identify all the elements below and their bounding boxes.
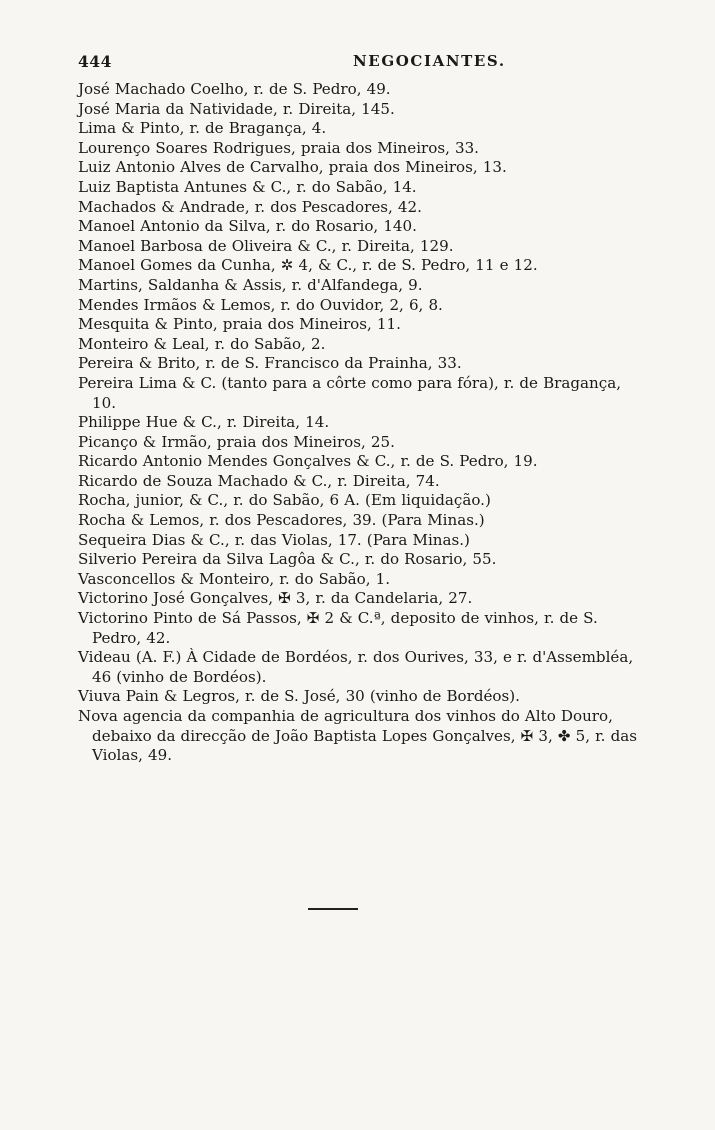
list-item: Luiz Antonio Alves de Carvalho, praia dos Mineiros, 13. (78, 158, 507, 177)
list-item: Victorino José Gonçalves, ✠ 3, r. da Candelaria, 27. (78, 589, 473, 608)
list-item: Victorino Pinto de Sá Passos, ✠ 2 & C.ª, deposito de vinhos, r. de S. Pedro, 42. (78, 609, 598, 647)
section-end-rule (308, 908, 358, 910)
list-item: Vasconcellos & Monteiro, r. do Sabão, 1. (78, 569, 390, 588)
list-item: José Maria da Natividade, r. Direita, 145. (78, 99, 395, 118)
list-item: Mendes Irmãos & Lemos, r. do Ouvidor, 2, 6, 8. (78, 295, 443, 314)
page-number: 444 (78, 52, 112, 71)
list-item: Videau (A. F.) À Cidade de Bordéos, r. dos Ourives, 33, e r. d'Assembléa, 46 (vinho de Bordéos). (78, 648, 634, 686)
list-item: Rocha, junior, & C., r. do Sabão, 6 A. (Em liquidação.) (78, 491, 491, 510)
list-item: Monteiro & Leal, r. do Sabão, 2. (78, 334, 326, 353)
list-item: Manoel Barbosa de Oliveira & C., r. Direita, 129. (78, 236, 454, 255)
running-head-title: NEGOCIANTES. (353, 52, 506, 70)
list-item: Pereira Lima & C. (tanto para a côrte como para fóra), r. de Bragança, 10. (78, 373, 622, 412)
list-item: Mesquita & Pinto, praia dos Mineiros, 11. (78, 315, 401, 334)
list-item: Pereira & Brito, r. de S. Francisco da Prainha, 33. (78, 354, 462, 373)
list-item: José Machado Coelho, r. de S. Pedro, 49. (78, 80, 391, 98)
page-header (78, 50, 638, 74)
list-item: Viuva Pain & Legros, r. de S. José, 30 (vinho de Bordéos). (78, 687, 520, 706)
list-item: Silverio Pereira da Silva Lagôa & C., r. do Rosario, 55. (78, 550, 497, 569)
list-item: Manoel Antonio da Silva, r. do Rosario, 140. (78, 217, 417, 236)
list-item: Lourenço Soares Rodrigues, praia dos Mineiros, 33. (78, 138, 479, 157)
list-item: Manoel Gomes da Cunha, ✲ 4, & C., r. de S. Pedro, 11 e 12. (78, 256, 538, 275)
list-item: Ricardo Antonio Mendes Gonçalves & C., r. de S. Pedro, 19. (78, 452, 538, 471)
list-item: Nova agencia da companhia de agricultura dos vinhos do Alto Douro, debaixo da direcção de João Baptista Lopes Gonçalves, ✠ 3, ✤ 5, r. das Violas, 49. (78, 707, 637, 765)
list-item: Picanço & Irmão, praia dos Mineiros, 25. (78, 432, 395, 451)
list-item: Machados & Andrade, r. dos Pescadores, 42. (78, 197, 422, 216)
list-item: Philippe Hue & C., r. Direita, 14. (78, 413, 330, 432)
list-item: Lima & Pinto, r. de Bragança, 4. (78, 119, 327, 138)
list-item: Martins, Saldanha & Assis, r. d'Alfandega, 9. (78, 275, 423, 294)
list-item: Ricardo de Souza Machado & C., r. Direita, 74. (78, 471, 440, 490)
list-item: Sequeira Dias & C., r. das Violas, 17. (Para Minas.) (78, 530, 470, 549)
merchant-list (78, 80, 644, 766)
list-item: Luiz Baptista Antunes & C., r. do Sabão, 14. (78, 177, 417, 196)
list-item: Rocha & Lemos, r. dos Pescadores, 39. (Para Minas.) (78, 511, 485, 530)
